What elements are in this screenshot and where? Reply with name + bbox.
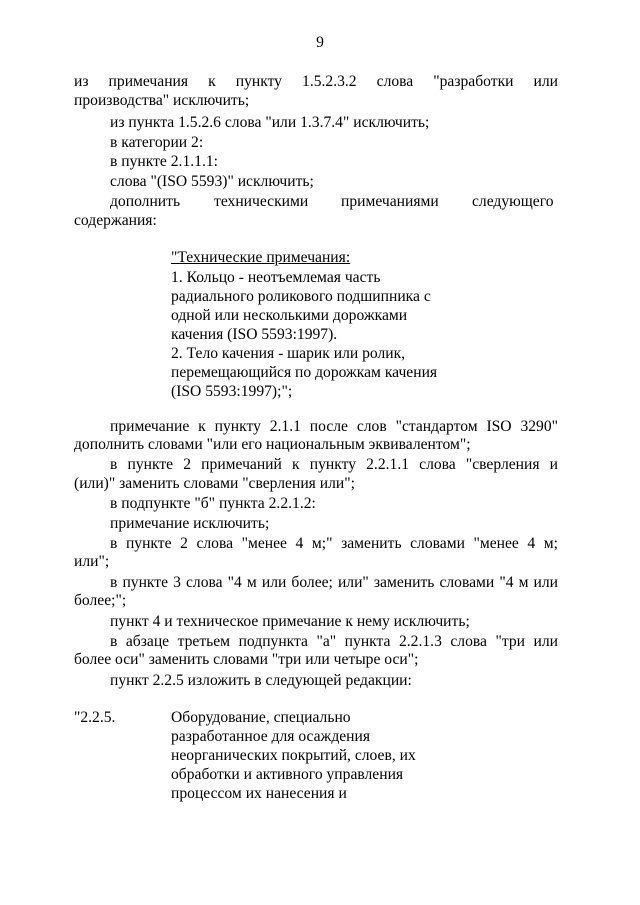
section-line: обработки и активного управления <box>171 766 404 783</box>
note-line: 1. Кольцо - неотъемлемая часть <box>171 269 381 286</box>
note-line: перемещающийся по дорожкам качения <box>171 364 438 381</box>
text-line: в пункте 3 слова "4 м или более; или" заменить словами "4 м или <box>110 574 558 591</box>
note-line: радиального роликового подшипника с <box>171 288 431 305</box>
page-number: 9 <box>316 34 324 51</box>
text-line: техническими <box>214 193 309 210</box>
text-line: из примечания к пункту 1.5.2.3.2 слова "разработки или <box>74 73 558 90</box>
text-line: в подпункте "б" пункта 2.2.1.2: <box>110 495 316 512</box>
section-line: неорганических покрытий, слоев, их <box>171 747 416 764</box>
note-line: одной или несколькими дорожками <box>171 307 408 324</box>
section-line: Оборудование, специально <box>171 709 351 726</box>
text-line: производства" исключить; <box>74 92 250 109</box>
section-number: "2.2.5. <box>74 709 116 726</box>
text-line: более оси" заменить словами "три или четыре оси"; <box>74 651 419 668</box>
text-line: слова "(ISO 5593)" исключить; <box>110 173 314 190</box>
text-line: в абзаце третьем подпункта "а" пункта 2.2.1.3 слова "три или <box>110 633 558 650</box>
note-heading: "Технические примечания: <box>171 249 351 266</box>
text-line: в пункте 2 слова "менее 4 м;" заменить словами "менее 4 м; <box>110 535 558 552</box>
text-line: в пункте 2 примечаний к пункту 2.2.1.1 слова "сверления и <box>110 456 558 473</box>
text-line: или"; <box>74 553 110 570</box>
text-line: содержания: <box>74 212 157 229</box>
note-line: 2. Тело качения - шарик или ролик, <box>171 345 406 362</box>
text-line: дополнить <box>110 193 181 210</box>
text-line: примечание исключить; <box>110 515 270 532</box>
text-line: более;"; <box>74 592 127 609</box>
note-line: качения (ISO 5593:1997). <box>171 326 338 343</box>
text-line: примечаниями <box>341 193 439 210</box>
text-line: в пункте 2.1.1.1: <box>110 153 218 170</box>
section-line: процессом их нанесения и <box>171 785 347 802</box>
text-line: дополнить словами "или его национальным эквивалентом"; <box>74 436 471 453</box>
text-line: в категории 2: <box>110 134 204 151</box>
section-line: разработанное для осаждения <box>171 728 371 745</box>
text-line: примечание к пункту 2.1.1 после слов "стандартом ISO 3290" <box>110 418 558 435</box>
text-line: (или)" заменить словами "сверления или"; <box>74 475 355 492</box>
text-line: пункт 2.2.5 изложить в следующей редакции: <box>110 672 412 689</box>
note-line: (ISO 5593:1997);"; <box>171 383 293 400</box>
text-line: следующего <box>472 193 554 210</box>
text-line: пункт 4 и техническое примечание к нему исключить; <box>110 613 470 630</box>
text-line: из пункта 1.5.2.6 слова "или 1.3.7.4" исключить; <box>110 114 430 131</box>
